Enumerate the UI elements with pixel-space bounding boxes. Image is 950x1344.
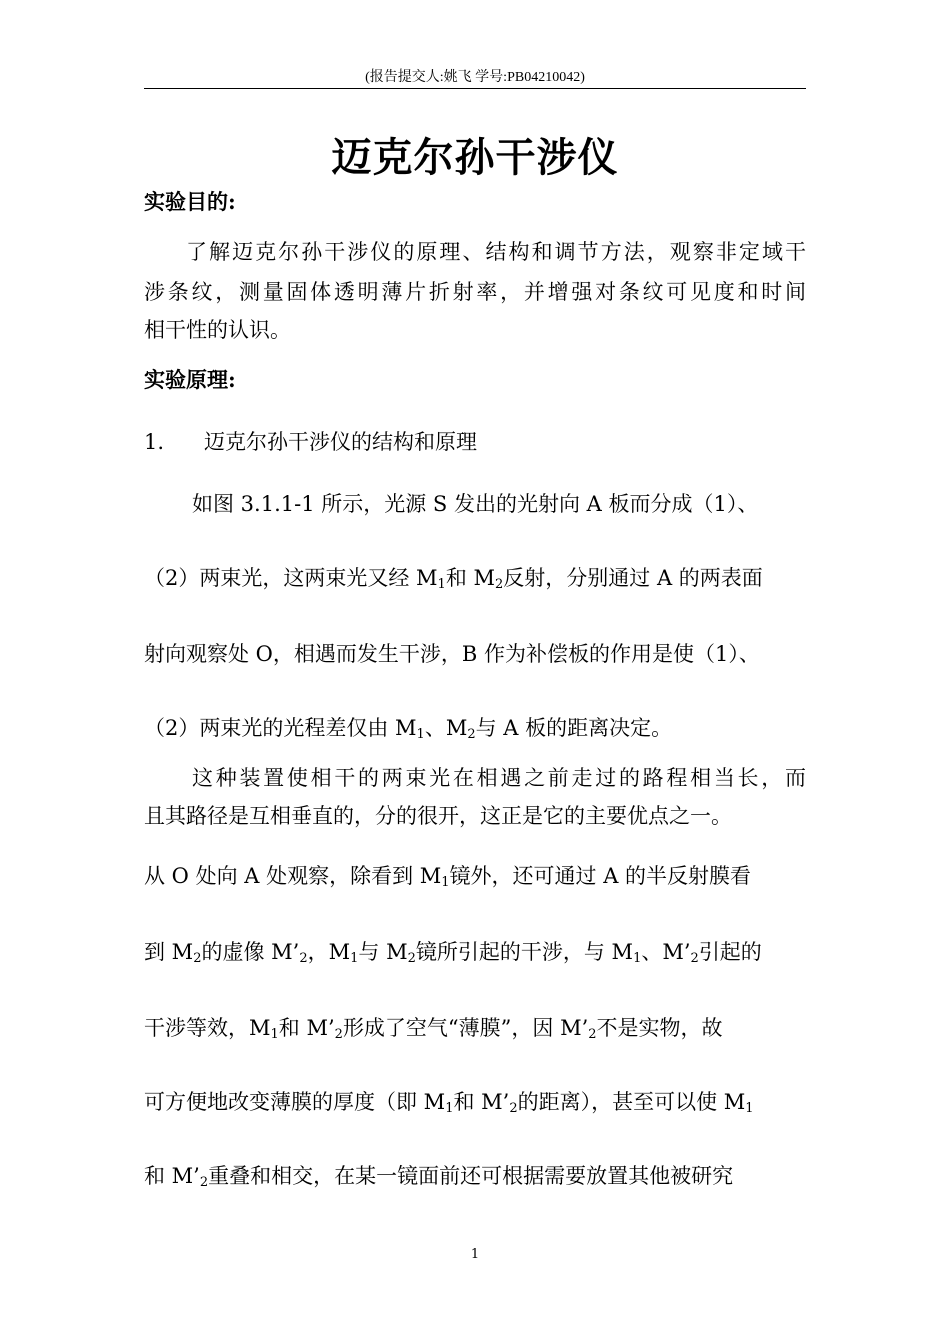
paragraph-1-line-3: 射向观察处 O，相遇而发生干涉，B 作为补偿板的作用是使（1）、: [144, 642, 760, 666]
page-title: 迈克尔孙干涉仪: [331, 134, 619, 181]
item-1-number: 1.: [144, 430, 165, 454]
section-heading-purpose: 实验目的:: [144, 189, 236, 214]
section-heading-principle: 实验原理:: [144, 367, 236, 392]
paragraph-2-line-5: 干涉等效，$M_1$和 $M’_2$形成了空气“薄膜”，因 $M’_2$不是实物，故: [144, 1016, 723, 1042]
page-number: 1: [470, 1247, 480, 1262]
paragraph-1-line-2: （2）两束光，这两束光又经 $M_1$和 $M_2$反射，分别通过 A 的两表面: [144, 566, 763, 592]
report-header: (报告提交人:姚飞 学号:PB04210042): [365, 70, 585, 85]
item-1-title: 迈克尔孙干涉仪的结构和原理: [204, 430, 478, 454]
header-rule: [144, 88, 806, 89]
purpose-line-2: 涉条纹，测量固体透明薄片折射率，并增强对条纹可见度和时间: [144, 280, 806, 304]
paragraph-1-line-1: 如图 3.1.1-1 所示，光源 S 发出的光射向 A 板而分成（1）、: [192, 492, 759, 516]
paragraph-2-line-3: 从 O 处向 A 处观察，除看到 $M_1$镜外，还可通过 A 的半反射膜看: [144, 864, 752, 890]
paragraph-2-line-2: 且其路径是互相垂直的，分的很开，这正是它的主要优点之一。: [144, 804, 732, 828]
paragraph-2-line-7: 和 $M’_2$重叠和相交，在某一镜面前还可根据需要放置其他被研究: [144, 1164, 734, 1190]
paragraph-1-line-4: （2）两束光的光程差仅由 $M_1$、$M_2$与 A 板的距离决定。: [144, 716, 673, 742]
paragraph-2-line-1: 这种装置使相干的两束光在相遇之前走过的路程相当长，而: [192, 766, 806, 790]
purpose-line-1: 了解迈克尔孙干涉仪的原理、结构和调节方法，观察非定域干: [186, 240, 806, 264]
paragraph-2-line-4: 到 $M_2$的虚像 $M’_2$，$M_1$与 $M_2$镜所引起的干涉，与 $M_1$、$M’_2$引起的: [144, 940, 762, 966]
item-1: [144, 426, 806, 456]
purpose-line-3: 相干性的认识。: [144, 318, 291, 342]
paragraph-2-line-6: 可方便地改变薄膜的厚度（即 $M_1$和 $M’_2$的距离），甚至可以使 $M_1$: [144, 1090, 754, 1116]
